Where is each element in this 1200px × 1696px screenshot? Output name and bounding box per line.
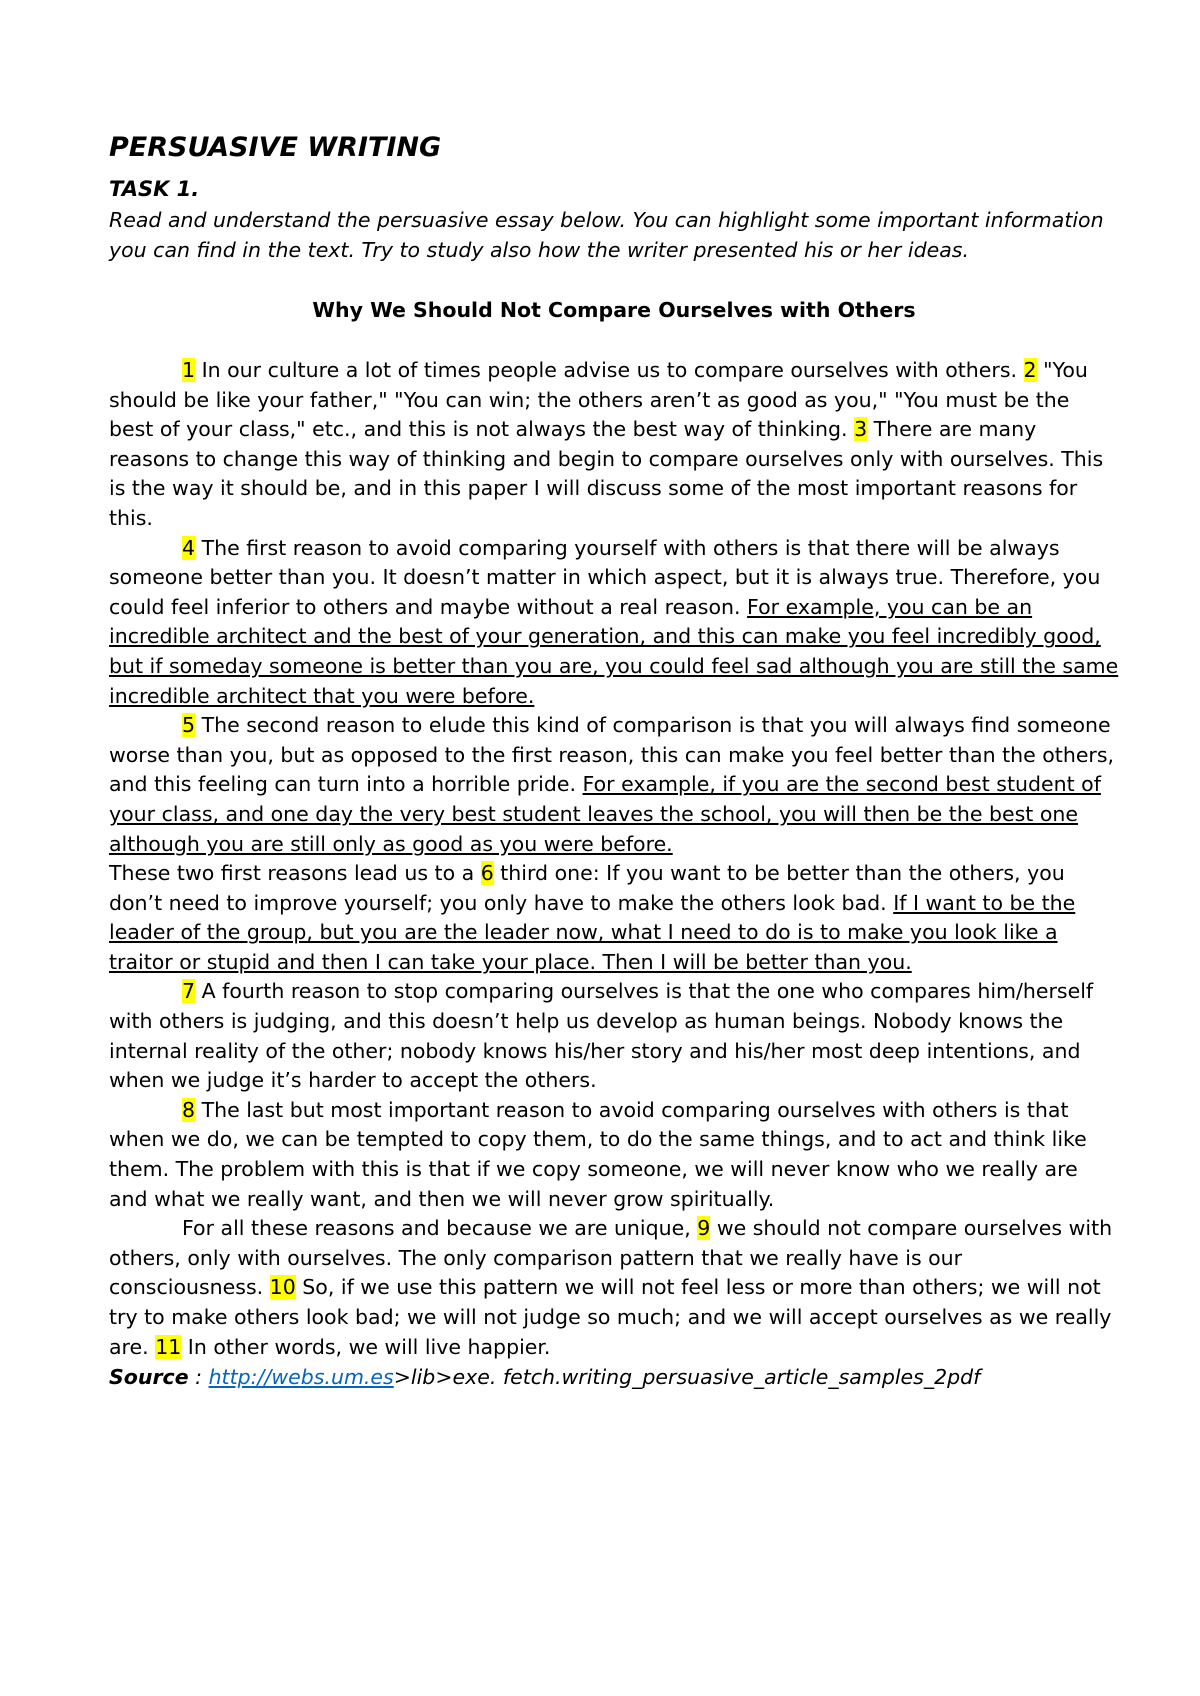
paragraph-text: In other words, we will live happier.: [181, 1334, 551, 1359]
sentence-number-11: 11: [155, 1334, 182, 1359]
document-title: PERSUASIVE WRITING: [109, 132, 442, 163]
source-separator: :: [188, 1365, 209, 1390]
sentence-number-1: 1: [182, 358, 196, 382]
essay-paragraph-second-reason: [109, 711, 1119, 859]
underlined-example: For example, if you are the second best student of your class, and one day the very best student leaves the school, you will then be the best one although you are still only as good as you were before.: [109, 772, 1101, 856]
essay-paragraph-first-reason: [109, 534, 1119, 712]
task-heading: TASK 1.: [109, 177, 200, 201]
paragraph-text: The last but most important reason to avoid comparing ourselves with others is that when we do, we can be tempted to copy them, to do the same things, and to act and think like them. The problem with this is that if we copy someone, we will never know who we really are and what we really want, and then we will never grow spiritually.: [109, 1097, 1087, 1211]
source-label: Source: [109, 1365, 189, 1390]
source-citation: [109, 1362, 1119, 1392]
sentence-number-10: 10: [269, 1275, 296, 1300]
sentence-number-9: 9: [697, 1216, 711, 1241]
paragraph-text: So, if we use this pattern we will not feel less or more than others; we will not try to make others look bad; we will not judge so much; and we will accept ourselves as we really are.: [109, 1275, 1112, 1359]
sentence-number-8: 8: [182, 1097, 196, 1122]
paragraph-text: "You should be like your father," "You can win; the others aren’t as good as you," "You must be the best of your class," etc., and this is not always the best way of thinking.: [109, 358, 1088, 442]
paragraph-text: These two first reasons lead us to a: [109, 861, 481, 886]
paragraph-text: There are many reasons to change this way of thinking and begin to compare ourselves only with ourselves. This is the way it should be, and in this paper I will discuss some of the most important reasons for this.: [109, 417, 1104, 530]
sentence-number-2: 2: [1023, 358, 1037, 382]
essay-paragraph-conclusion: [109, 1214, 1119, 1362]
sentence-number-3: 3: [854, 417, 868, 442]
underlined-example: If I want to be the leader of the group, but you are the leader now, what I need to do is to make you look like a traitor or stupid and then I can take your place. Then I will be better than you.: [109, 890, 1076, 974]
document-page: [109, 130, 1119, 1392]
sentence-number-6: 6: [480, 861, 494, 886]
sentence-number-4: 4: [182, 535, 196, 560]
sentence-number-5: 5: [182, 713, 196, 738]
task-instructions: Read and understand the persuasive essay below. You can highlight some important information you can find in the text. Try to study also how the writer presented his or her ideas.: [109, 208, 1104, 262]
paragraph-text: The first reason to avoid comparing yourself with others is that there will be always someone better than you. It doesn’t matter in which aspect, but it is always true. Therefore, you could feel inferior to others and maybe without a real reason.: [109, 535, 1101, 619]
paragraph-text: we should not compare ourselves with others, only with ourselves. The only comparison pattern that we really have is our consciousness.: [109, 1216, 1113, 1300]
essay-paragraph-last-reason: [109, 1096, 1119, 1214]
essay-paragraph-intro: [109, 356, 1119, 534]
essay-paragraph-fourth-reason: [109, 977, 1119, 1095]
paragraph-text: The second reason to elude this kind of comparison is that you will always find someone worse than you, but as opposed to the first reason, this can make you feel better than the others, and this feeling can turn into a horrible pride.: [109, 713, 1115, 797]
source-path: >lib>exe. fetch.writing_persuasive_article_samples_2pdf: [393, 1365, 981, 1390]
paragraph-text: third one: If you want to be better than the others, you don’t need to improve yourself; you only have to make the others look bad.: [109, 861, 1065, 915]
essay-body: [109, 356, 1119, 1362]
paragraph-text: For all these reasons and because we are unique,: [182, 1216, 698, 1241]
source-link[interactable]: http://webs.um.es: [208, 1365, 394, 1390]
essay-paragraph-third-reason: [109, 859, 1119, 977]
essay-title: Why We Should Not Compare Ourselves with Others: [312, 298, 916, 322]
sentence-number-7: 7: [182, 979, 196, 1004]
underlined-example: For example, you can be an incredible architect and the best of your generation, and this can make you feel incredibly good, but if someday someone is better than you are, you could feel sad although you are still the same incredible architect that you were before.: [109, 594, 1119, 708]
paragraph-text: A fourth reason to stop comparing ourselves is that the one who compares him/herself with others is judging, and this doesn’t help us develop as human beings. Nobody knows the internal reality of the other; nobody knows his/her story and his/her most deep intentions, and when we judge it’s harder to accept the others.: [109, 979, 1094, 1093]
paragraph-text: In our culture a lot of times people advise us to compare ourselves with others.: [195, 358, 1024, 382]
